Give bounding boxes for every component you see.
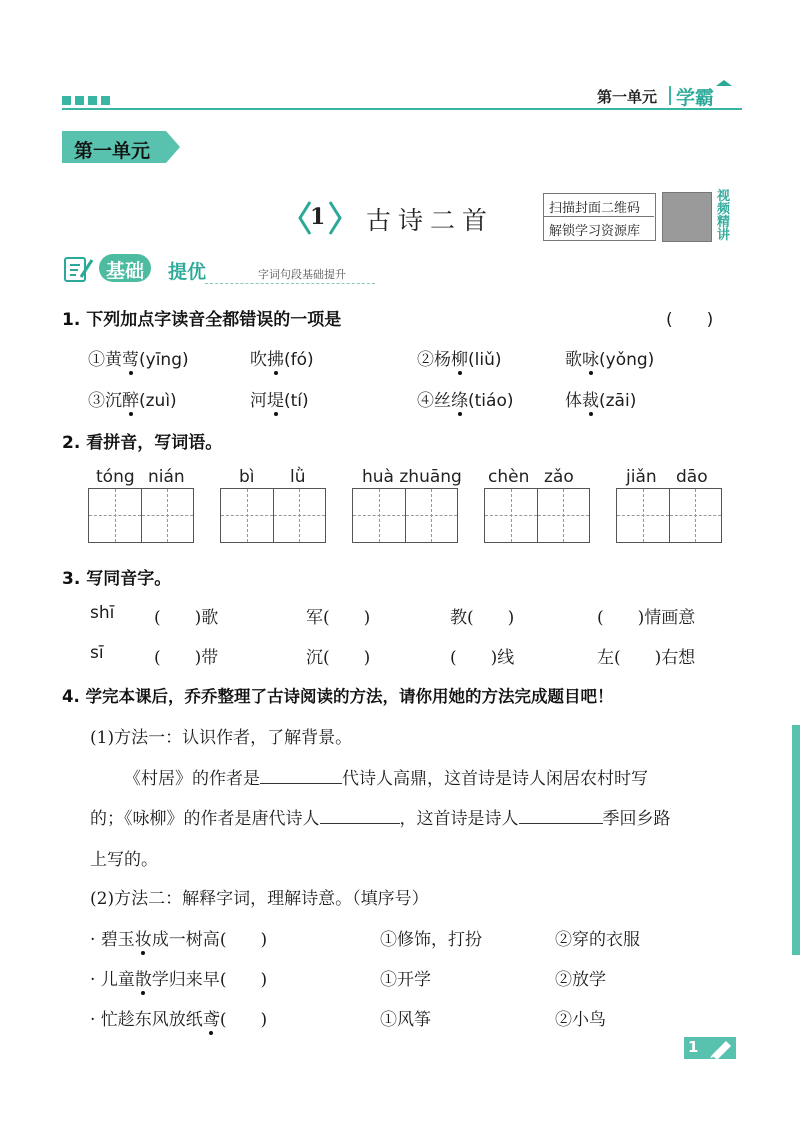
q1-option-word2: 河堤(tí) [250,386,309,411]
q2-pinyin: lǜ [290,467,306,487]
side-tab [792,725,800,955]
header-square [101,96,110,105]
q1-option: ①黄莺(yīng) [88,345,189,370]
q4-line2: 的；《咏柳》的作者是唐代诗人 ，这首诗是诗人 季回乡路 [90,809,671,829]
section-dashed-rule [205,283,375,284]
q3-blank[interactable]: 沉( ) [306,648,371,668]
section-title-part2: 提优 [168,261,207,283]
q4-item-option1: ①修饰，打扮 [380,930,482,950]
q2-prompt: 2. 看拼音，写词语。 [62,433,223,453]
q4-item: · 忙趁东风放纸鸢( ) [90,1005,267,1030]
header-divider [669,86,671,105]
q4-item-option2: ②放学 [555,970,606,990]
q3-blank[interactable]: 教( ) [450,608,515,628]
q1-option: ④丝绦(tiáo) [417,386,513,411]
q4-fill-blank[interactable] [260,767,342,784]
q3-blank[interactable]: ( )线 [450,648,515,668]
q2-pinyin: zǎo [544,467,574,487]
q2-pinyin: bì [239,467,255,487]
q4-fill-blank[interactable] [519,807,603,824]
q2-writing-grid[interactable] [352,488,458,543]
q3-blank[interactable]: 军( ) [306,608,371,628]
section-subtitle: 字词句段基础提升 [258,268,346,281]
q3-blank[interactable]: 左( )右想 [597,648,696,668]
q1-option-word2: 体裁(zāi) [565,386,636,411]
header-brand: 学霸 [676,87,715,109]
section-title-part1: 基础 [106,260,145,282]
q2-pinyin: chèn [488,467,530,487]
q2-pinyin: jiǎn [626,467,657,487]
q2-writing-grid[interactable] [616,488,722,543]
q4-line3: 上写的。 [90,850,158,870]
q4-item: · 儿童散学归来早( ) [90,965,267,990]
qr-caption-line2: 解锁学习资源库 [549,224,641,239]
q2-pinyin: nián [148,467,185,487]
q3-blank[interactable]: ( )带 [154,648,219,668]
q4-item-blank[interactable]: ( ) [219,1010,268,1030]
video-label: 视频精讲 [717,189,731,243]
header-unit: 第一单元 [597,88,658,106]
q2-writing-grid[interactable] [484,488,590,543]
q2-pinyin: huà zhuāng [362,467,462,487]
q3-row1-pinyin: shī [90,603,115,623]
q2-writing-grid[interactable] [220,488,326,543]
q4-method1: (1)方法一：认识作者，了解背景。 [90,728,353,748]
q4-item-option2: ②穿的衣服 [555,930,640,950]
q3-prompt: 3. 写同音字。 [62,569,172,589]
q4-method2: (2)方法二：解释字词，理解诗意。（填序号） [90,889,429,909]
q1-option-word2: 歌咏(yǒng) [565,345,654,370]
graduation-cap-icon [716,80,732,86]
q2-pinyin: tóng [96,467,135,487]
header-square [88,96,97,105]
qr-caption-divider [543,216,654,217]
q4-item: · 碧玉妆成一树高( ) [90,925,267,950]
page-number: 1 [688,1038,699,1056]
q3-blank[interactable]: ( )情画意 [597,608,696,628]
pencil-icon [708,1037,736,1059]
q4-item-blank[interactable]: ( ) [219,930,268,950]
q4-fill-blank[interactable] [320,807,400,824]
q1-prompt: 1. 下列加点字读音全都错误的一项是 [62,310,342,330]
header-square [62,96,71,105]
q3-blank[interactable]: ( )歌 [154,608,219,628]
q1-option: ②杨柳(liǔ) [417,345,502,370]
q4-item-option2: ②小鸟 [555,1010,606,1030]
q4-item-option1: ①开学 [380,970,431,990]
q1-answer-blank[interactable]: ( ) [666,310,714,330]
qr-caption-line1: 扫描封面二维码 [549,201,641,216]
header-rule [62,108,742,110]
qr-code-image[interactable] [662,192,712,242]
q1-option-word2: 吹拂(fó) [250,345,314,370]
q2-pinyin: dāo [676,467,708,487]
q3-row2-pinyin: sī [90,643,104,663]
q4-item-option1: ①风筝 [380,1010,431,1030]
q4-item-blank[interactable]: ( ) [219,970,268,990]
q1-option: ③沉醉(zuì) [88,386,177,411]
lesson-title: 古诗二首 [366,206,495,235]
q2-writing-grid[interactable] [88,488,194,543]
notebook-pencil-icon [62,254,94,284]
header-square [75,96,84,105]
lesson-number: 1 [310,204,326,230]
unit-tag-arrow [166,131,180,163]
q4-prompt: 4. 学完本课后，乔乔整理了古诗阅读的方法，请你用她的方法完成题目吧！ [62,687,614,706]
q4-line1: 《村居》的作者是 代诗人高鼎，这首诗是诗人闲居农村时写 [124,769,648,789]
unit-tag-label: 第一单元 [74,140,151,162]
